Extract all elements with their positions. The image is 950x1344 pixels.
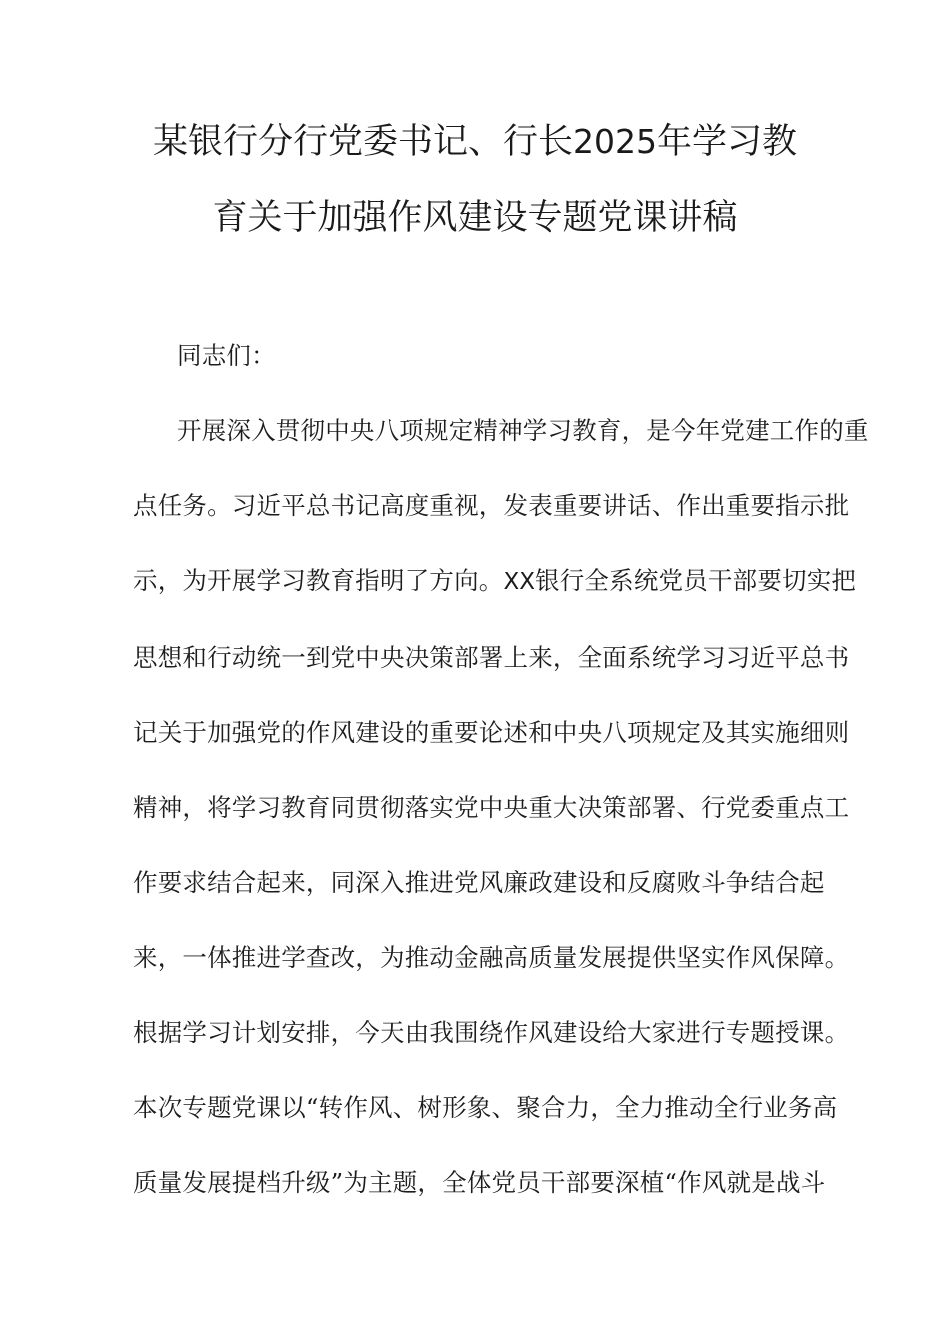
title-year: 2025 bbox=[573, 122, 657, 161]
body-line-1: 开展深入贯彻中央八项规定精神学习教育，是今年党建工作的重 bbox=[177, 416, 869, 445]
body-line-3 bbox=[133, 543, 857, 620]
title-line-1 bbox=[133, 104, 817, 180]
body-line-4: 思想和行动统一到党中央决策部署上来，全面系统学习习近平总书 bbox=[133, 643, 850, 672]
salutation: 同志们： bbox=[177, 341, 276, 370]
body-line-5: 记关于加强党的作风建设的重要论述和中央八项规定及其实施细则 bbox=[133, 718, 850, 747]
body-line-6: 精神，将学习教育同贯彻落实党中央重大决策部署、行党委重点工 bbox=[133, 793, 850, 822]
bank-placeholder-xx: XX bbox=[503, 569, 536, 595]
document-body bbox=[133, 318, 869, 1220]
body-line-8: 来，一体推进学查改，为推动金融高质量发展提供坚实作风保障。 bbox=[133, 943, 850, 972]
title-line-2: 育关于加强作风建设专题党课讲稿 bbox=[212, 198, 738, 238]
document-title bbox=[133, 104, 817, 256]
body-line-11: 质量发展提档升级”为主题，全体党员干部要深植“作风就是战斗 bbox=[133, 1168, 826, 1197]
body-line-9: 根据学习计划安排，今天由我围绕作风建设给大家进行专题授课。 bbox=[133, 1018, 850, 1047]
body-line-3-part-b: 银行全系统党员干部要切实把 bbox=[535, 566, 857, 595]
title-line-1-part-a: 某银行分行党委书记、行长 bbox=[152, 122, 573, 162]
body-line-3-part-a: 示，为开展学习教育指明了方向。 bbox=[133, 566, 504, 595]
body-line-7: 作要求结合起来，同深入推进党风廉政建设和反腐败斗争结合起 bbox=[133, 868, 825, 897]
title-line-1-part-b: 年学习教 bbox=[656, 122, 797, 162]
body-line-10: 本次专题党课以“转作风、树形象、聚合力，全力推动全行业务高 bbox=[133, 1093, 838, 1122]
body-line-2: 点任务。习近平总书记高度重视，发表重要讲话、作出重要指示批 bbox=[133, 491, 850, 520]
